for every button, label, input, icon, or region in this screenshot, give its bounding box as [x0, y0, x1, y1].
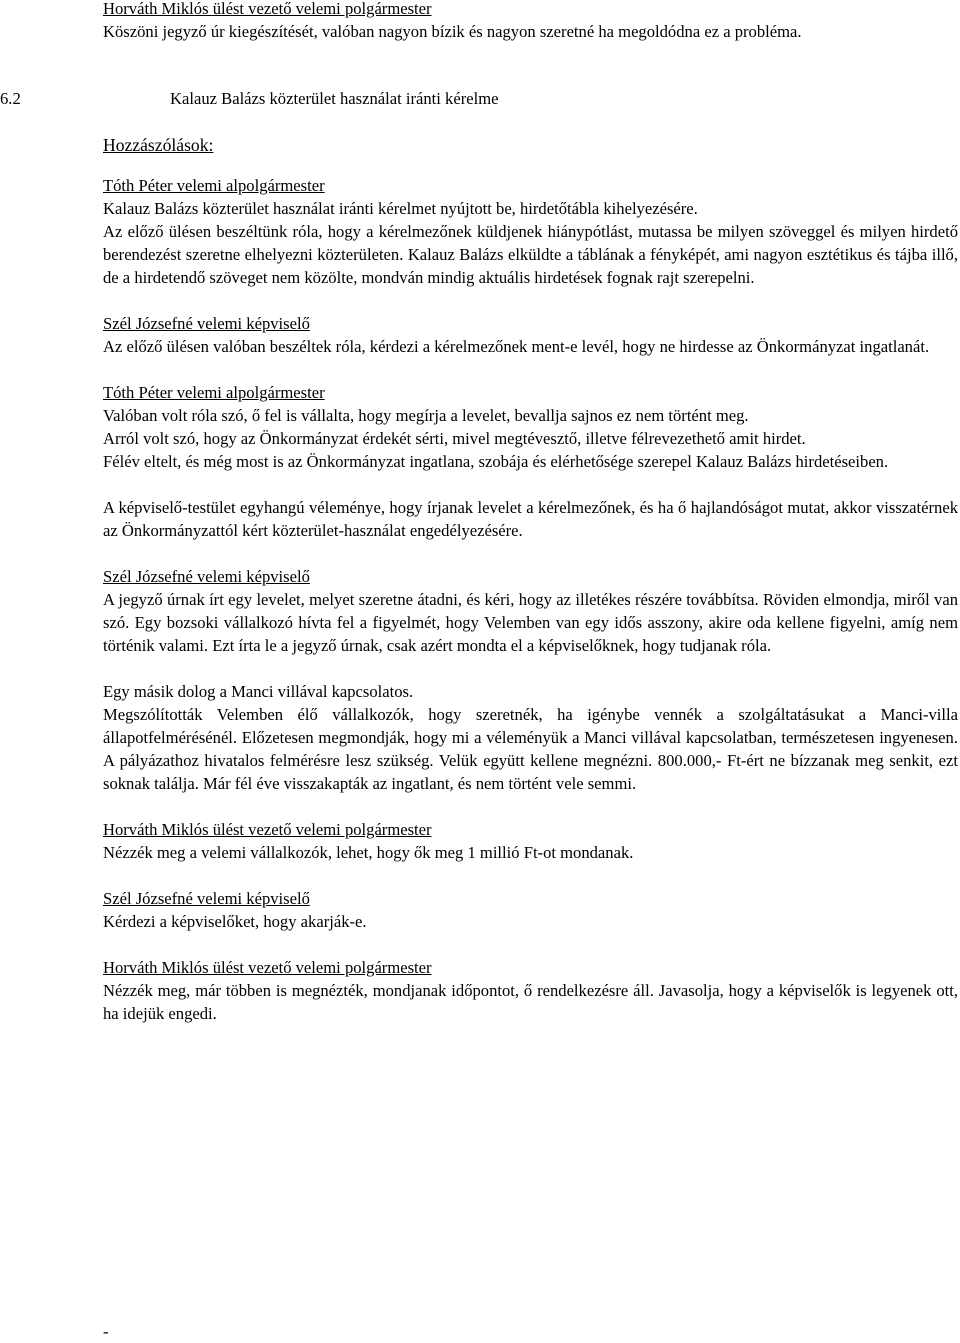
paragraph: Megszólították Velemben élő vállalkozók, hogy szeretnék, ha igénybe vennék a szolgáltatásukat a Manci-villa állapotfelmérésénél. Előzetesen megmondják, hogy mi a véleményük a Manci villával kapcsolatban, természetesen ingyenesen. A pályázathoz hivatalos felmérésre lesz szükség. Velük együtt kellene megnézni. 800.000,- Ft-ért ne bízzanak meg senkit, ezt soknak találja. Már fél éve visszakapták az ingatlant, és nem történt vele semmi. [103, 705, 958, 793]
paragraph: Nézzék meg a velemi vállalkozók, lehet, hogy ők meg 1 millió Ft-ot mondanak. [103, 843, 634, 862]
speaker-name: Horváth Miklós ülést vezető velemi polgármester [103, 820, 432, 839]
discussion [103, 174, 958, 1025]
comments-heading: Hozzászólások: [103, 135, 214, 155]
speaker-name: Horváth Miklós ülést vezető velemi polgármester [103, 958, 432, 977]
paragraph: Kérdezi a képviselőket, hogy akarják-e. [103, 912, 367, 931]
paragraph: Egy másik dolog a Manci villával kapcsolatos. [103, 682, 414, 701]
speaker-name: Szél Józsefné velemi képviselő [103, 567, 310, 586]
paragraph: Kalauz Balázs közterület használat iránti kérelmet nyújtott be, hirdetőtábla kihelyezésére. [103, 199, 698, 218]
paragraph: Valóban volt róla szó, ő fel is vállalta, hogy megírja a levelet, bevallja sajnos ez nem történt meg. [103, 406, 749, 425]
decision-paragraph: A képviselő-testület egyhangú véleménye, hogy írjanak levelet a kérelmezőnek, és ha ő hajlandóságot mutat, akkor visszatérnek az Önkormányzattól kért közterület-használat engedélyezésére. [103, 498, 958, 540]
paragraph: Arról volt szó, hogy az Önkormányzat érdekét sérti, mivel megtévesztő, illetve félrevezethető amit hirdet. [103, 429, 806, 448]
paragraph: Félév eltelt, és még most is az Önkormányzat ingatlana, szobája és elérhetősége szerepel Kalauz Balázs hirdetéseiben. [103, 452, 889, 471]
speaker-name: Horváth Miklós ülést vezető velemi polgármester [103, 0, 432, 18]
top-block [103, 0, 958, 43]
speaker-name: Tóth Péter velemi alpolgármester [103, 176, 325, 195]
agenda-title: Kalauz Balázs közterület használat iránti kérelme [170, 89, 499, 108]
agenda-item [0, 87, 960, 110]
speaker-name: Szél Józsefné velemi képviselő [103, 314, 310, 333]
page-footer-dash: - [103, 1322, 109, 1341]
speaker-name: Szél Józsefné velemi képviselő [103, 889, 310, 908]
paragraph: A jegyző úrnak írt egy levelet, melyet szeretne átadni, és kéri, hogy az illetékes részére továbbítsa. Röviden elmondja, miről van szó. Egy bozsoki vállalkozó hívta fel a figyelmét, hogy Velemben van egy idős asszony, akire oda kellene figyelni, amíg nem történik valami. Ezt írta le a jegyző úrnak, csak azért mondta el a képviselőknek, hogy tudjanak róla. [103, 590, 958, 655]
paragraph: Az előző ülésen beszéltünk róla, hogy a kérelmezőnek küldjenek hiánypótlást, mutassa be milyen szöveggel és milyen hirdető berendezést szeretne elhelyezni közterületen. Kalauz Balázs elküldte a táblának a fényképét, ami nagyon esztétikus és tájba illő, de a hirdetendő szöveget nem közölte, mondván mindig aktuális hirdetések fognak rajt szerepelni. [103, 222, 958, 287]
paragraph: Nézzék meg, már többen is megnézték, mondjanak időpontot, ő rendelkezésre áll. Javasolja, hogy a képviselők is legyenek ott, ha idejük engedi. [103, 981, 958, 1023]
paragraph: Az előző ülésen valóban beszéltek róla, kérdezi a kérelmezőnek ment-e levél, hogy ne hirdesse az Önkormányzat ingatlanát. [103, 337, 930, 356]
paragraph: Köszöni jegyző úr kiegészítését, valóban nagyon bízik és nagyon szeretné ha megoldódna ez a probléma. [103, 22, 802, 41]
speaker-name: Tóth Péter velemi alpolgármester [103, 383, 325, 402]
agenda-number: 6.2 [0, 89, 21, 108]
